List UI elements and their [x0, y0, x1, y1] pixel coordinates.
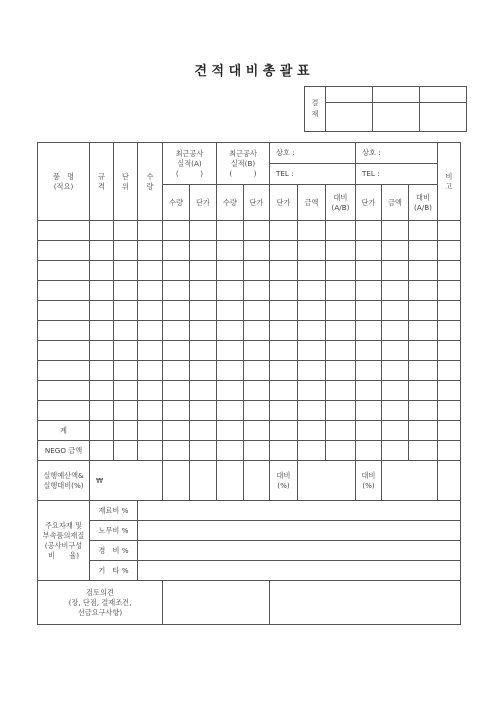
item-cell[interactable] — [438, 301, 461, 321]
item-cell[interactable] — [326, 221, 356, 241]
cell[interactable] — [270, 421, 298, 441]
item-cell[interactable] — [244, 241, 270, 261]
item-cell[interactable] — [90, 361, 114, 381]
approval-cell[interactable] — [326, 87, 373, 103]
approval-cell[interactable] — [373, 87, 420, 103]
item-cell[interactable] — [326, 381, 356, 401]
approval-label: 결 재 — [305, 87, 326, 132]
v1-ratio-header: 대비 (A/B) — [326, 185, 356, 221]
cell[interactable] — [244, 421, 270, 441]
item-cell[interactable] — [190, 241, 217, 261]
item-cell[interactable] — [244, 321, 270, 341]
item-cell[interactable] — [438, 321, 461, 341]
item-cell[interactable] — [90, 401, 114, 421]
item-cell[interactable] — [38, 321, 90, 341]
item-cell[interactable] — [438, 381, 461, 401]
approval-cell[interactable] — [373, 103, 420, 132]
cell[interactable] — [90, 441, 114, 461]
expense-label: 경 비 % — [90, 541, 138, 561]
item-cell[interactable] — [90, 341, 114, 361]
v2-unit-price-header: 단가 — [356, 185, 382, 221]
item-cell[interactable] — [382, 221, 409, 241]
cell[interactable] — [114, 441, 138, 461]
item-cell[interactable] — [163, 301, 190, 321]
item-cell[interactable] — [326, 261, 356, 281]
item-cell[interactable] — [438, 241, 461, 261]
item-cell[interactable] — [217, 381, 244, 401]
cell[interactable] — [326, 421, 356, 441]
item-cell[interactable] — [409, 381, 438, 401]
item-cell[interactable] — [163, 281, 190, 301]
total-label: 계 — [38, 421, 90, 441]
item-cell[interactable] — [270, 221, 298, 241]
v1-unit-price-header: 단가 — [270, 185, 298, 221]
item-cell[interactable] — [38, 401, 90, 421]
b-unit-price-header: 단가 — [244, 185, 270, 221]
item-cell[interactable] — [298, 381, 326, 401]
item-cell[interactable] — [382, 301, 409, 321]
cell[interactable] — [114, 421, 138, 441]
material-cost-value[interactable] — [138, 501, 461, 521]
item-cell[interactable] — [326, 341, 356, 361]
item-cell[interactable] — [438, 221, 461, 241]
item-cell[interactable] — [298, 301, 326, 321]
item-cell[interactable] — [270, 281, 298, 301]
cell[interactable] — [409, 421, 438, 441]
item-cell[interactable] — [114, 301, 138, 321]
cell[interactable] — [217, 421, 244, 441]
item-cell[interactable] — [382, 401, 409, 421]
cell[interactable] — [163, 461, 190, 501]
approval-cell[interactable] — [420, 87, 467, 103]
item-cell[interactable] — [217, 401, 244, 421]
item-cell[interactable] — [409, 241, 438, 261]
item-cell[interactable] — [90, 381, 114, 401]
item-row — [38, 341, 461, 361]
cell[interactable] — [326, 441, 356, 461]
item-cell[interactable] — [244, 341, 270, 361]
approval-cell[interactable] — [420, 103, 467, 132]
item-cell[interactable] — [382, 241, 409, 261]
item-cell[interactable] — [409, 221, 438, 241]
other-label: 기 타 % — [90, 561, 138, 581]
cell[interactable] — [382, 441, 409, 461]
cell[interactable] — [190, 441, 217, 461]
header-item-name: 품 명 (적요) — [38, 143, 90, 221]
item-cell[interactable] — [163, 241, 190, 261]
item-cell[interactable] — [138, 401, 163, 421]
review-cell[interactable] — [163, 581, 270, 625]
item-cell[interactable] — [90, 261, 114, 281]
item-cell[interactable] — [356, 361, 382, 381]
cell[interactable] — [356, 421, 382, 441]
item-cell[interactable] — [382, 361, 409, 381]
labor-cost-value[interactable] — [138, 521, 461, 541]
a-unit-price-header: 단가 — [190, 185, 217, 221]
item-cell[interactable] — [114, 241, 138, 261]
cell[interactable] — [438, 461, 461, 501]
item-cell[interactable] — [217, 261, 244, 281]
approval-cell[interactable] — [326, 103, 373, 132]
item-cell[interactable] — [190, 341, 217, 361]
material-group-label: 주요자재 및 부속품의재질 (공사비구성 비 율) — [38, 501, 90, 581]
budget-label: 실행예산액& 실행대비(%) — [38, 461, 90, 501]
item-cell[interactable] — [298, 261, 326, 281]
item-cell[interactable] — [217, 221, 244, 241]
item-cell[interactable] — [438, 361, 461, 381]
cell[interactable] — [138, 421, 163, 441]
item-cell[interactable] — [190, 261, 217, 281]
item-cell[interactable] — [438, 261, 461, 281]
item-cell[interactable] — [163, 261, 190, 281]
item-cell[interactable] — [190, 401, 217, 421]
item-cell[interactable] — [90, 321, 114, 341]
cell[interactable] — [163, 421, 190, 441]
item-cell[interactable] — [114, 261, 138, 281]
item-cell[interactable] — [298, 281, 326, 301]
item-cell[interactable] — [270, 361, 298, 381]
item-cell[interactable] — [409, 261, 438, 281]
other-value[interactable] — [138, 561, 461, 581]
item-cell[interactable] — [356, 261, 382, 281]
cell[interactable] — [190, 421, 217, 441]
cell[interactable] — [438, 421, 461, 441]
header-recent-a: 최근공사 실적(A) ( ) — [163, 143, 217, 185]
v1-amount-header: 금액 — [298, 185, 326, 221]
item-cell[interactable] — [382, 261, 409, 281]
item-cell[interactable] — [270, 261, 298, 281]
item-cell[interactable] — [138, 321, 163, 341]
cell[interactable] — [244, 441, 270, 461]
cell[interactable] — [244, 461, 270, 501]
item-cell[interactable] — [38, 301, 90, 321]
item-cell[interactable] — [438, 401, 461, 421]
v2-ratio-pct: 대비 (%) — [356, 461, 382, 501]
item-cell[interactable] — [138, 221, 163, 241]
item-cell[interactable] — [38, 221, 90, 241]
cell[interactable] — [298, 421, 326, 441]
item-cell[interactable] — [163, 221, 190, 241]
item-cell[interactable] — [190, 281, 217, 301]
item-cell[interactable] — [217, 361, 244, 381]
item-cell[interactable] — [409, 321, 438, 341]
item-cell[interactable] — [114, 381, 138, 401]
item-cell[interactable] — [326, 301, 356, 321]
item-cell[interactable] — [244, 221, 270, 241]
item-cell[interactable] — [90, 281, 114, 301]
item-cell[interactable] — [270, 341, 298, 361]
item-cell[interactable] — [190, 381, 217, 401]
v1-ratio-pct: 대비 (%) — [270, 461, 298, 501]
item-cell[interactable] — [190, 361, 217, 381]
item-cell[interactable] — [298, 321, 326, 341]
item-row — [38, 381, 461, 401]
item-cell[interactable] — [356, 401, 382, 421]
item-cell[interactable] — [356, 241, 382, 261]
header-qty: 수 량 — [138, 143, 163, 221]
item-cell[interactable] — [114, 361, 138, 381]
budget-amount[interactable]: ₩ — [90, 461, 163, 501]
item-cell[interactable] — [356, 321, 382, 341]
b-qty-header: 수량 — [217, 185, 244, 221]
vendor2-tel[interactable]: TEL : — [356, 164, 438, 185]
a-qty-header: 수량 — [163, 185, 190, 221]
item-cell[interactable] — [326, 361, 356, 381]
item-cell[interactable] — [409, 361, 438, 381]
item-row — [38, 361, 461, 381]
item-cell[interactable] — [217, 241, 244, 261]
item-cell[interactable] — [298, 341, 326, 361]
cell[interactable] — [409, 441, 438, 461]
item-cell[interactable] — [38, 341, 90, 361]
item-cell[interactable] — [244, 361, 270, 381]
header-recent-b: 최근공사 실적(B) ( ) — [217, 143, 270, 185]
item-cell[interactable] — [163, 361, 190, 381]
item-cell[interactable] — [114, 341, 138, 361]
item-cell[interactable] — [270, 321, 298, 341]
item-cell[interactable] — [326, 281, 356, 301]
item-cell[interactable] — [138, 301, 163, 321]
cell[interactable] — [138, 441, 163, 461]
item-cell[interactable] — [90, 241, 114, 261]
item-cell[interactable] — [382, 281, 409, 301]
item-cell[interactable] — [356, 381, 382, 401]
header-unit: 단 위 — [114, 143, 138, 221]
item-cell[interactable] — [270, 241, 298, 261]
item-cell[interactable] — [326, 401, 356, 421]
item-cell[interactable] — [244, 301, 270, 321]
comparison-table — [37, 142, 461, 625]
item-row — [38, 261, 461, 281]
item-cell[interactable] — [270, 381, 298, 401]
item-cell[interactable] — [138, 361, 163, 381]
item-row — [38, 401, 461, 421]
item-cell[interactable] — [244, 281, 270, 301]
cell[interactable] — [382, 421, 409, 441]
cell[interactable] — [298, 461, 356, 501]
item-row — [38, 321, 461, 341]
item-cell[interactable] — [217, 301, 244, 321]
item-cell[interactable] — [38, 241, 90, 261]
approval-box — [304, 86, 467, 132]
item-cell[interactable] — [138, 381, 163, 401]
item-cell[interactable] — [90, 221, 114, 241]
item-cell[interactable] — [409, 401, 438, 421]
item-cell[interactable] — [298, 361, 326, 381]
item-cell[interactable] — [409, 341, 438, 361]
labor-cost-label: 노무비 % — [90, 521, 138, 541]
item-cell[interactable] — [217, 341, 244, 361]
item-cell[interactable] — [138, 341, 163, 361]
item-cell[interactable] — [270, 401, 298, 421]
item-cell[interactable] — [298, 221, 326, 241]
item-cell[interactable] — [438, 281, 461, 301]
item-cell[interactable] — [382, 341, 409, 361]
item-cell[interactable] — [382, 321, 409, 341]
item-cell[interactable] — [138, 241, 163, 261]
cell[interactable] — [163, 441, 190, 461]
cell[interactable] — [382, 461, 438, 501]
header-remarks: 비 고 — [438, 143, 461, 221]
item-cell[interactable] — [190, 301, 217, 321]
v2-amount-header: 금액 — [382, 185, 409, 221]
vendor2-company[interactable]: 상호 : — [356, 143, 438, 164]
cell[interactable] — [90, 421, 114, 441]
item-cell[interactable] — [244, 401, 270, 421]
cell[interactable] — [298, 441, 326, 461]
cell[interactable] — [217, 441, 244, 461]
item-cell[interactable] — [114, 221, 138, 241]
review-label: 검토의견 (장, 단점, 결재조건, 선금요구사항) — [38, 581, 163, 625]
item-cell[interactable] — [382, 381, 409, 401]
item-cell[interactable] — [163, 381, 190, 401]
item-cell[interactable] — [326, 321, 356, 341]
item-cell[interactable] — [38, 281, 90, 301]
item-cell[interactable] — [356, 281, 382, 301]
cell[interactable] — [356, 441, 382, 461]
item-cell[interactable] — [356, 341, 382, 361]
material-cost-label: 재료비 % — [90, 501, 138, 521]
review-cell[interactable] — [270, 581, 461, 625]
cell[interactable] — [217, 461, 244, 501]
item-cell[interactable] — [114, 401, 138, 421]
item-cell[interactable] — [217, 281, 244, 301]
item-row — [38, 241, 461, 261]
item-cell[interactable] — [190, 321, 217, 341]
item-cell[interactable] — [38, 381, 90, 401]
item-cell[interactable] — [90, 301, 114, 321]
item-cell[interactable] — [244, 381, 270, 401]
item-cell[interactable] — [114, 281, 138, 301]
vendor1-company[interactable]: 상호 : — [270, 143, 356, 164]
item-cell[interactable] — [270, 301, 298, 321]
item-cell[interactable] — [356, 221, 382, 241]
v2-ratio-header: 대비 (A/B) — [409, 185, 438, 221]
item-row — [38, 281, 461, 301]
item-row — [38, 221, 461, 241]
item-cell[interactable] — [138, 261, 163, 281]
item-cell[interactable] — [190, 221, 217, 241]
item-cell[interactable] — [163, 321, 190, 341]
item-cell[interactable] — [163, 401, 190, 421]
item-cell[interactable] — [38, 361, 90, 381]
expense-value[interactable] — [138, 541, 461, 561]
item-cell[interactable] — [163, 341, 190, 361]
item-cell[interactable] — [114, 321, 138, 341]
header-spec: 규 격 — [90, 143, 114, 221]
cell[interactable] — [438, 441, 461, 461]
item-cell[interactable] — [356, 301, 382, 321]
item-cell[interactable] — [244, 261, 270, 281]
item-cell[interactable] — [298, 241, 326, 261]
item-cell[interactable] — [326, 241, 356, 261]
item-cell[interactable] — [409, 301, 438, 321]
form-title: 견 적 대 비 총 괄 표 — [194, 64, 310, 79]
item-cell[interactable] — [217, 321, 244, 341]
cell[interactable] — [270, 441, 298, 461]
vendor1-tel[interactable]: TEL : — [270, 164, 356, 185]
item-row — [38, 301, 461, 321]
nego-label: NEGO 금액 — [38, 441, 90, 461]
item-cell[interactable] — [138, 281, 163, 301]
cell[interactable] — [190, 461, 217, 501]
item-cell[interactable] — [438, 341, 461, 361]
item-cell[interactable] — [38, 261, 90, 281]
item-cell[interactable] — [409, 281, 438, 301]
item-cell[interactable] — [298, 401, 326, 421]
